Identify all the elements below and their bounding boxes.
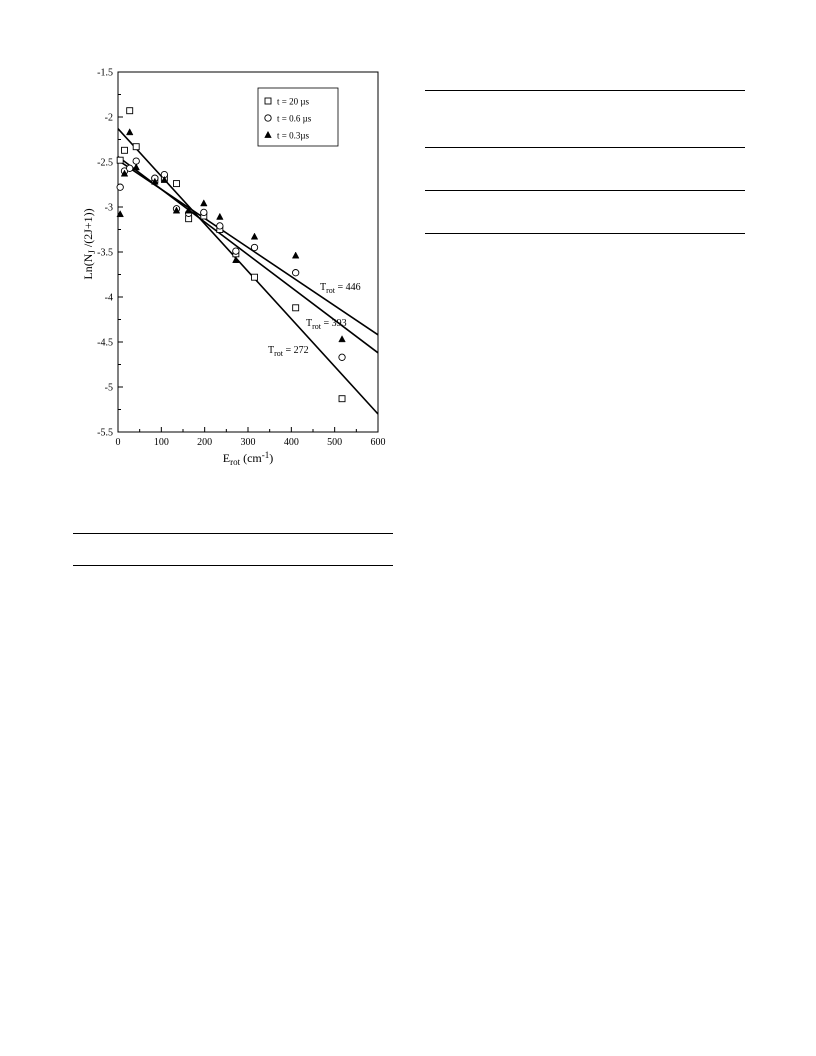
- x-axis-label: $E_{rot}$ $(cm^{-1})$: [222, 450, 274, 467]
- y-tick-label: -4.5: [97, 337, 113, 349]
- point-series0-13: [339, 396, 345, 402]
- fit-label-272: $T_{rot} = 272$: [268, 345, 309, 358]
- point-series1-13: [339, 354, 345, 360]
- x-axis-ticks: [116, 427, 386, 448]
- legend-label-0: t = 20 µs: [277, 96, 310, 107]
- point-series2-13: [339, 336, 346, 342]
- x-tick-label: 600: [370, 437, 386, 448]
- point-series1-8: [201, 209, 207, 215]
- right-column-rule-2: [425, 147, 745, 148]
- point-series0-1: [122, 147, 128, 153]
- y-tick-label: -3.5: [97, 247, 113, 259]
- plot-frame: [118, 72, 378, 432]
- y-tick-label: -2: [104, 112, 113, 124]
- legend-label-1: t = 0.6 µs: [277, 113, 312, 124]
- point-series1-12: [292, 270, 298, 276]
- right-column-rule-4: [425, 233, 745, 234]
- y-tick-label: -5: [104, 382, 113, 394]
- point-series0-0: [117, 157, 123, 163]
- y-tick-label: -4: [104, 292, 113, 304]
- point-series1-0: [117, 184, 123, 190]
- right-column-rule-1: [425, 90, 745, 91]
- legend-marker-0: [265, 98, 271, 104]
- legend-marker-1: [265, 115, 271, 121]
- point-series2-12: [292, 252, 299, 258]
- point-series1-10: [233, 248, 239, 254]
- y-axis-label: $Ln(N_J$ /(2J+1)): [81, 208, 97, 280]
- fit-line-2: [118, 129, 378, 414]
- x-tick-label: 400: [283, 437, 299, 448]
- fit-label-393: $T_{rot} = 393$: [306, 318, 347, 331]
- y-tick-label: -5.5: [97, 427, 113, 439]
- point-series0-2: [127, 108, 133, 114]
- point-series2-2: [126, 129, 133, 135]
- fit-lines: [118, 129, 378, 414]
- right-column-rule-3: [425, 190, 745, 191]
- x-tick-label: 300: [240, 437, 256, 448]
- point-series0-12: [293, 305, 299, 311]
- point-series0-6: [174, 181, 180, 187]
- y-axis-ticks: [97, 68, 123, 439]
- point-series0-11: [252, 274, 258, 280]
- x-tick-label: 200: [197, 437, 213, 448]
- point-series1-2: [127, 165, 133, 171]
- point-series2-9: [217, 213, 224, 219]
- point-series2-8: [201, 200, 208, 206]
- y-tick-label: -2.5: [97, 157, 113, 169]
- y-tick-label: -1.5: [97, 67, 113, 79]
- left-column-rule-2: [73, 565, 393, 566]
- point-series0-3: [133, 144, 139, 150]
- left-column-rule-1: [73, 533, 393, 534]
- point-series2-3: [133, 164, 140, 170]
- point-series1-11: [251, 244, 257, 250]
- x-tick-label: 0: [115, 437, 121, 448]
- point-series1-9: [217, 223, 223, 229]
- data-points: [117, 108, 345, 402]
- legend: [258, 88, 338, 146]
- fit-line-labels: [268, 282, 361, 358]
- y-tick-label: -3: [104, 202, 113, 214]
- x-tick-label: 100: [153, 437, 169, 448]
- x-tick-label: 500: [327, 437, 343, 448]
- fit-label-446: $T_{rot} = 446$: [320, 282, 361, 295]
- legend-label-2: t = 0.3µs: [277, 130, 310, 141]
- point-series2-11: [251, 233, 258, 239]
